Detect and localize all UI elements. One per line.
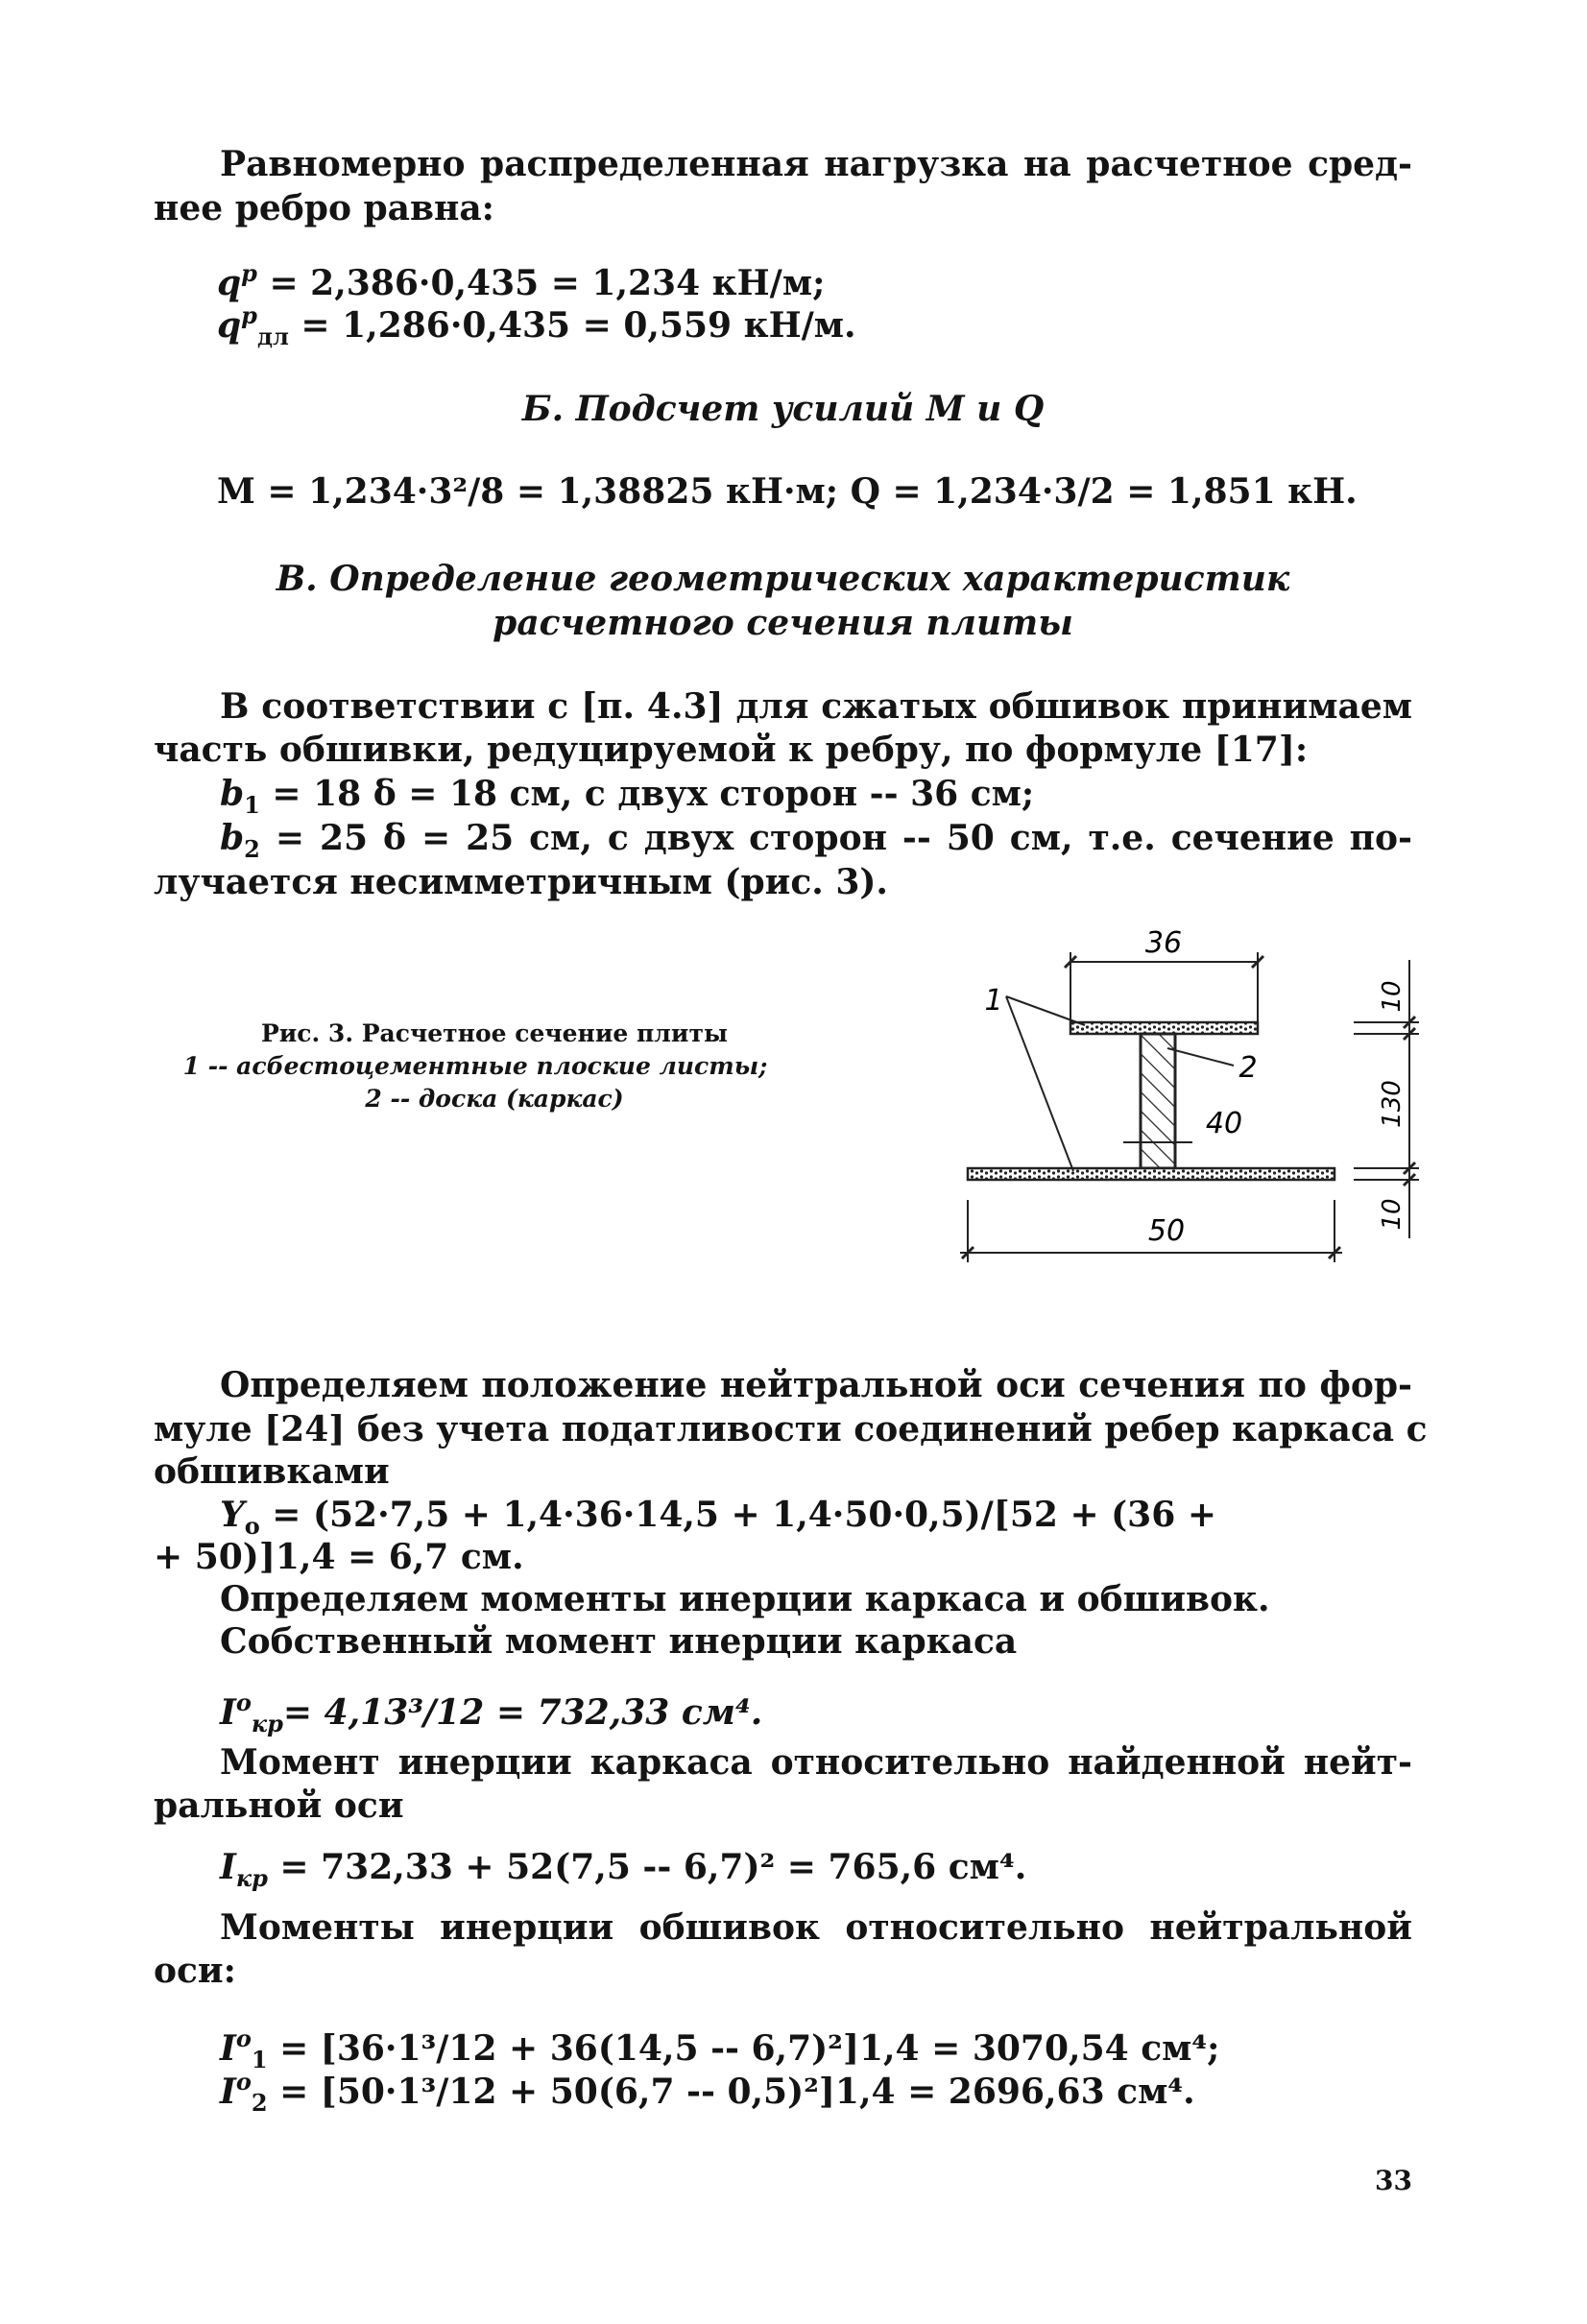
top-flange-sheet [1070,1022,1258,1034]
formula-y0-continuation: + 50)]1,4 = 6,7 см. [154,1537,524,1577]
para2-line-3: обшивками [154,1451,390,1492]
page-number: 33 [1375,2165,1412,2196]
y0-expression: = (52·7,5 + 1,4·36·14,5 + 1,4·50·0,5)/[52 + (36 + [259,1495,1216,1535]
i0-symbol: I [220,1692,236,1733]
io1-expression: = [36·1³/12 + 36(14,5 -- 6,7)²]1,4 = 3070,54 см⁴; [267,2028,1220,2069]
para3-line-1: Момент инерции каркаса относительно найденной нейт- [220,1742,1412,1783]
formula-i-kr [220,1845,1026,1901]
label-2: 2 [1238,1051,1258,1085]
b2-sub: 2 [244,835,260,863]
dim-label-height: 130 [1378,1080,1407,1128]
qdl-expression: = 1,286·0,435 = 0,559 кН/м. [288,305,856,346]
q-expression: = 2,386·0,435 = 1,234 кН/м; [256,263,826,303]
ikr-expression: = 732,33 + 52(7,5 -- 6,7)² = 765,6 см⁴. [267,1847,1027,1887]
i0-sub: кр [251,1710,283,1737]
section-v-heading-1: В. Определение геометрических характеристик [276,559,1290,599]
ikr-symbol: I [220,1847,236,1887]
para4-line-2: оси: [154,1951,236,1991]
y0-symbol: Y [220,1495,245,1535]
para2-line-7: Собственный момент инерции каркаса [220,1621,1018,1662]
b2-symbol: b [220,818,245,858]
section-b-formula: M = 1,234·3²/8 = 1,38825 кН·м; Q = 1,234·3/2 = 1,851 кН. [217,471,1358,512]
leader-2 [1167,1048,1234,1066]
section-v-heading-2: расчетного сечения плиты [493,603,1073,643]
b2-expression: = 25 δ = 25 см, с двух сторон -- 50 см, т.е. сечение по- [259,818,1412,858]
intro-line-2: нее ребро равна: [154,188,494,228]
web-board [1141,1034,1175,1168]
b1-symbol: b [220,774,245,814]
y0-sub: о [244,1512,260,1540]
ikr-sub: кр [235,1864,268,1892]
dim-label-web: 40 [1205,1107,1243,1140]
io2-sub: 2 [251,2089,268,2117]
i0-sup: о [235,1689,252,1716]
dim-label-top: 36 [1144,926,1183,960]
b1-sub: 1 [244,791,260,819]
io2-expression: = [50·1³/12 + 50(6,7 -- 0,5)²]1,4 = 2696,63 см⁴. [267,2072,1195,2112]
dim-label-flange-top: 10 [1378,980,1407,1013]
io1-sup: о [235,2025,252,2052]
io1-symbol: I [220,2028,236,2069]
qdl-symbol: q [217,305,242,346]
io2-symbol: I [220,2072,236,2112]
para4-line-1: Моменты инерции обшивок относительно нейтральной [220,1907,1412,1948]
intro-line-1: Равномерно распределенная нагрузка на расчетное сред- [220,144,1412,184]
i0-expression: = 4,13³/12 = 732,33 см⁴. [282,1692,763,1733]
b1-expression: = 18 δ = 18 см, с двух сторон -- 36 см; [259,774,1035,814]
para1-line-1: В соответствии с [п. 4.3] для сжатых обшивок принимаем [220,686,1412,727]
q-symbol: q [217,263,242,303]
figure-caption-title: Рис. 3. Расчетное сечение плиты [260,1019,729,1047]
para1-line-5: лучается несимметричным (рис. 3). [154,862,888,902]
qdl-sub: дл [256,323,289,350]
leader-1-bottom [1006,996,1073,1171]
dim-label-bottom: 50 [1147,1214,1186,1248]
formula-io2 [220,2060,1195,2125]
q-sup: р [241,259,257,287]
para3-line-2: ральной оси [154,1785,404,1826]
formula-i0-kr [220,1681,762,1746]
label-1: 1 [984,984,1003,1018]
load-formula-qdl [217,294,856,359]
para2-line-2: муле [24] без учета податливости соединений ребер каркаса с [154,1409,1428,1450]
cross-section-drawing [950,922,1431,1306]
para1-line-2: часть обшивки, редуцируемой к ребру, по формуле [17]: [154,730,1309,770]
figure-caption-item-1: 1 -- асбестоцементные плоские листы; [182,1052,768,1080]
io1-sub: 1 [251,2046,268,2073]
dim-label-flange-bottom: 10 [1378,1198,1407,1231]
qdl-sup: р [241,301,257,329]
bottom-flange-sheet [968,1168,1335,1180]
figure-caption-item-2: 2 -- доска (каркас) [365,1085,624,1113]
leader-1-top [1006,996,1085,1025]
para2-line-6: Определяем моменты инерции каркаса и обшивок. [220,1579,1270,1619]
para2-line-1: Определяем положение нейтральной оси сечения по фор- [220,1365,1412,1405]
section-b-heading: Б. Подсчет усилий M и Q [521,389,1045,429]
io2-sup: о [235,2068,252,2096]
